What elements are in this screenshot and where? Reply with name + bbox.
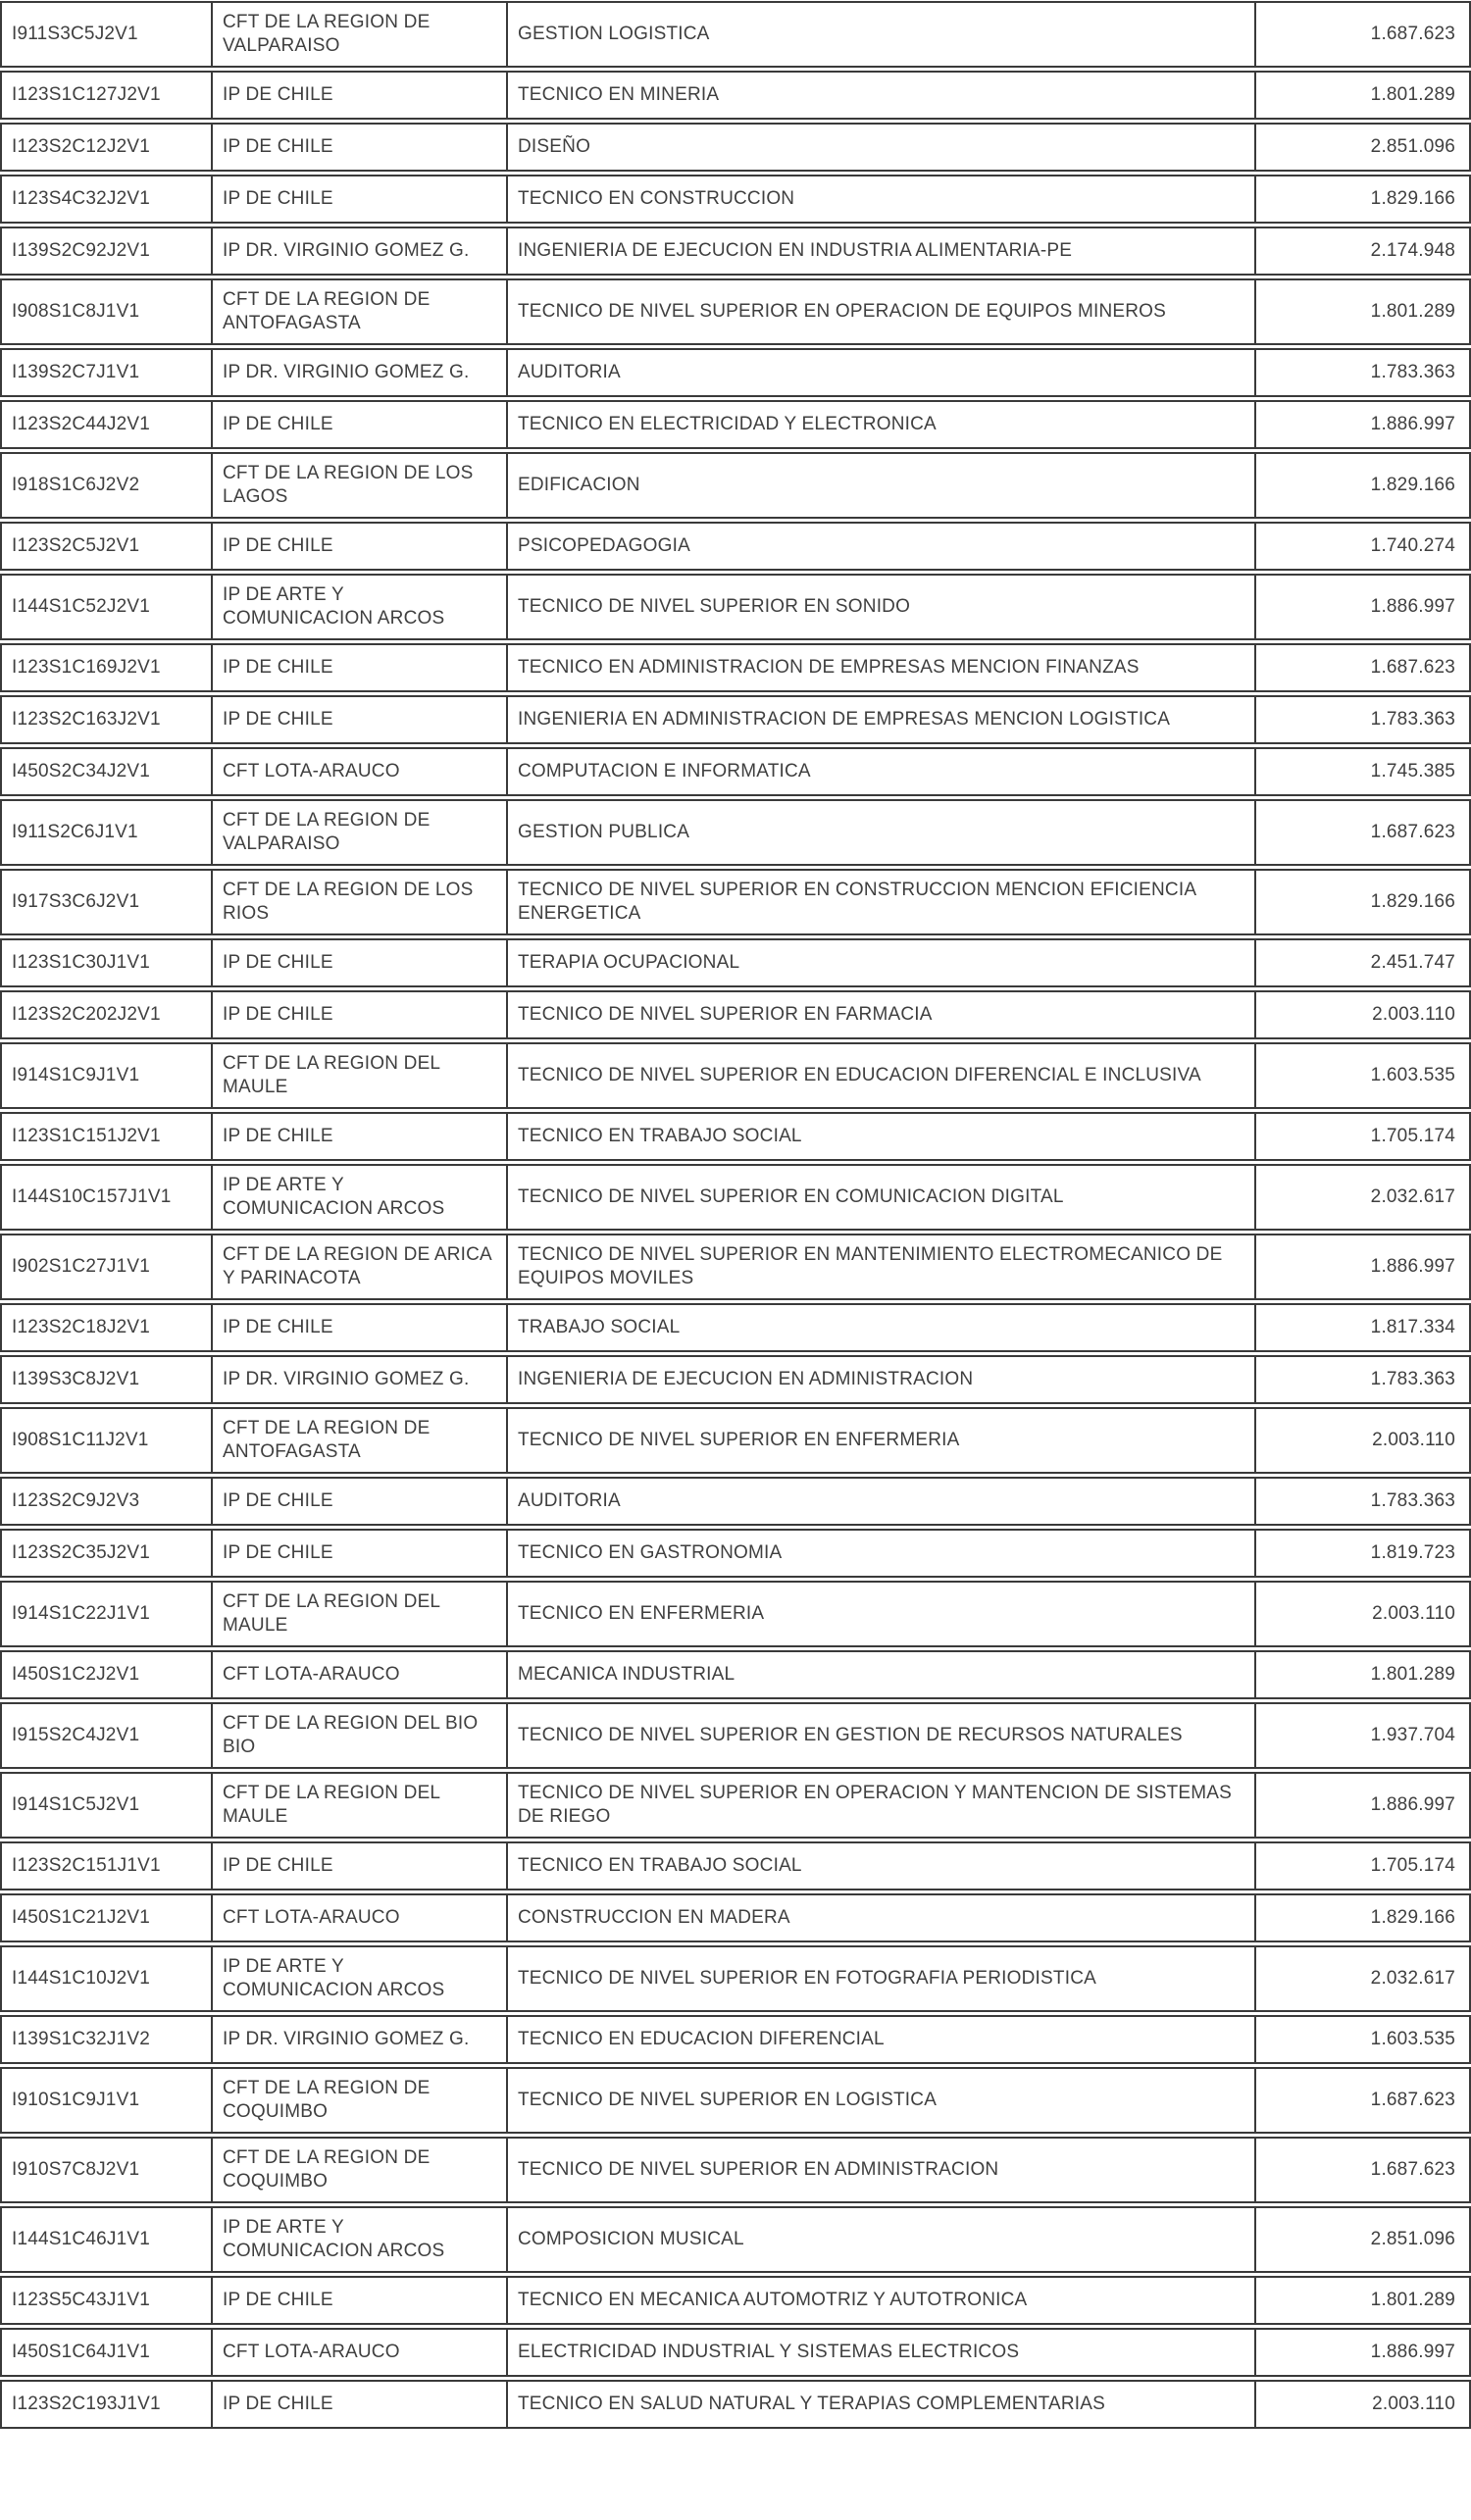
institution-cell: IP DR. VIRGINIO GOMEZ G. bbox=[211, 2017, 506, 2062]
program-cell: TRABAJO SOCIAL bbox=[506, 1305, 1254, 1350]
program-cell: TECNICO EN SALUD NATURAL Y TERAPIAS COMPLEMENTARIAS bbox=[506, 2382, 1254, 2427]
amount-cell: 1.687.623 bbox=[1254, 2069, 1469, 2132]
amount-cell: 2.174.948 bbox=[1254, 228, 1469, 274]
institution-cell: IP DR. VIRGINIO GOMEZ G. bbox=[211, 228, 506, 274]
program-cell: TECNICO DE NIVEL SUPERIOR EN FOTOGRAFIA PERIODISTICA bbox=[506, 1947, 1254, 2010]
institution-cell: IP DE CHILE bbox=[211, 176, 506, 222]
program-cell: TECNICO EN MINERIA bbox=[506, 73, 1254, 118]
table-row bbox=[0, 278, 1471, 345]
table-row bbox=[0, 1702, 1471, 1769]
institution-cell: IP DR. VIRGINIO GOMEZ G. bbox=[211, 350, 506, 395]
institution-cell: CFT DE LA REGION DEL MAULE bbox=[211, 1044, 506, 1107]
program-cell: TECNICO DE NIVEL SUPERIOR EN GESTION DE RECURSOS NATURALES bbox=[506, 1704, 1254, 1767]
institution-cell: CFT DE LA REGION DE ARICA Y PARINACOTA bbox=[211, 1235, 506, 1298]
code-cell: I123S2C18J2V1 bbox=[12, 1317, 150, 1337]
code-cell: I914S1C5J2V1 bbox=[12, 1794, 140, 1815]
institution-cell: IP DE CHILE bbox=[211, 1114, 506, 1159]
program-cell: INGENIERIA DE EJECUCION EN INDUSTRIA ALIMENTARIA-PE bbox=[506, 228, 1254, 274]
institution-cell: CFT LOTA-ARAUCO bbox=[211, 2330, 506, 2375]
amount-cell: 2.851.096 bbox=[1254, 2208, 1469, 2271]
program-cell: TECNICO EN ENFERMERIA bbox=[506, 1583, 1254, 1645]
code-cell: I908S1C11J2V1 bbox=[12, 1430, 149, 1450]
code-cell: I911S3C5J2V1 bbox=[12, 24, 138, 44]
institution-cell: IP DR. VIRGINIO GOMEZ G. bbox=[211, 1357, 506, 1402]
amount-cell: 1.829.166 bbox=[1254, 1895, 1469, 1940]
program-cell: TECNICO DE NIVEL SUPERIOR EN CONSTRUCCION MENCION EFICIENCIA ENERGETICA bbox=[506, 871, 1254, 933]
code-cell: I123S4C32J2V1 bbox=[12, 188, 150, 209]
program-cell: EDIFICACION bbox=[506, 454, 1254, 517]
amount-cell: 1.886.997 bbox=[1254, 1774, 1469, 1837]
amount-cell: 1.886.997 bbox=[1254, 1235, 1469, 1298]
code-cell: I450S2C34J2V1 bbox=[12, 761, 150, 781]
table-row bbox=[0, 938, 1471, 987]
institution-cell: CFT LOTA-ARAUCO bbox=[211, 749, 506, 794]
program-cell: ELECTRICIDAD INDUSTRIAL Y SISTEMAS ELECTRICOS bbox=[506, 2330, 1254, 2375]
institution-cell: IP DE CHILE bbox=[211, 402, 506, 447]
institution-cell: IP DE CHILE bbox=[211, 1531, 506, 1576]
institution-cell: CFT DE LA REGION DE ANTOFAGASTA bbox=[211, 280, 506, 343]
table-row bbox=[0, 2328, 1471, 2377]
code-cell: I911S2C6J1V1 bbox=[12, 822, 138, 842]
program-cell: TECNICO DE NIVEL SUPERIOR EN EDUCACION DIFERENCIAL E INCLUSIVA bbox=[506, 1044, 1254, 1107]
institution-cell: IP DE CHILE bbox=[211, 645, 506, 690]
table-row bbox=[0, 400, 1471, 449]
program-cell: TECNICO DE NIVEL SUPERIOR EN SONIDO bbox=[506, 576, 1254, 638]
code-cell: I123S2C193J1V1 bbox=[12, 2394, 161, 2414]
program-cell: AUDITORIA bbox=[506, 1479, 1254, 1524]
amount-cell: 1.937.704 bbox=[1254, 1704, 1469, 1767]
amount-cell: 1.886.997 bbox=[1254, 576, 1469, 638]
institution-cell: IP DE CHILE bbox=[211, 992, 506, 1037]
table-row bbox=[0, 1234, 1471, 1300]
code-cell: I123S2C151J1V1 bbox=[12, 1855, 161, 1876]
table-row bbox=[0, 123, 1471, 172]
institution-cell: CFT DE LA REGION DE COQUIMBO bbox=[211, 2139, 506, 2201]
table-row bbox=[0, 1772, 1471, 1839]
institution-cell: IP DE CHILE bbox=[211, 1479, 506, 1524]
code-cell: I123S2C9J2V3 bbox=[12, 1490, 140, 1511]
code-cell: I144S10C157J1V1 bbox=[12, 1186, 172, 1207]
amount-cell: 1.687.623 bbox=[1254, 2139, 1469, 2201]
amount-cell: 2.003.110 bbox=[1254, 1409, 1469, 1472]
table-row bbox=[0, 643, 1471, 692]
program-cell: AUDITORIA bbox=[506, 350, 1254, 395]
program-cell: TECNICO DE NIVEL SUPERIOR EN MANTENIMIENTO ELECTROMECANICO DE EQUIPOS MOVILES bbox=[506, 1235, 1254, 1298]
code-cell: I123S1C127J2V1 bbox=[12, 84, 161, 105]
institution-cell: IP DE ARTE Y COMUNICACION ARCOS bbox=[211, 2208, 506, 2271]
code-cell: I139S2C7J1V1 bbox=[12, 362, 140, 382]
amount-cell: 1.603.535 bbox=[1254, 1044, 1469, 1107]
program-cell: DISEÑO bbox=[506, 125, 1254, 170]
code-cell: I123S2C35J2V1 bbox=[12, 1542, 150, 1563]
table-row bbox=[0, 1529, 1471, 1578]
program-cell: COMPUTACION E INFORMATICA bbox=[506, 749, 1254, 794]
institution-cell: CFT LOTA-ARAUCO bbox=[211, 1652, 506, 1697]
amount-cell: 2.032.617 bbox=[1254, 1166, 1469, 1229]
table-row bbox=[0, 2276, 1471, 2325]
amount-cell: 1.829.166 bbox=[1254, 176, 1469, 222]
program-cell: TECNICO EN ADMINISTRACION DE EMPRESAS MENCION FINANZAS bbox=[506, 645, 1254, 690]
institution-cell: IP DE ARTE Y COMUNICACION ARCOS bbox=[211, 576, 506, 638]
program-cell: TERAPIA OCUPACIONAL bbox=[506, 940, 1254, 985]
amount-cell: 2.003.110 bbox=[1254, 1583, 1469, 1645]
table-row bbox=[0, 2206, 1471, 2273]
program-cell: PSICOPEDAGOGIA bbox=[506, 524, 1254, 569]
amount-cell: 1.687.623 bbox=[1254, 3, 1469, 66]
code-cell: I910S7C8J2V1 bbox=[12, 2159, 140, 2180]
program-cell: TECNICO EN EDUCACION DIFERENCIAL bbox=[506, 2017, 1254, 2062]
program-cell: TECNICO DE NIVEL SUPERIOR EN FARMACIA bbox=[506, 992, 1254, 1037]
institution-cell: IP DE CHILE bbox=[211, 2382, 506, 2427]
code-cell: I915S2C4J2V1 bbox=[12, 1725, 140, 1745]
institution-cell: IP DE CHILE bbox=[211, 940, 506, 985]
code-cell: I918S1C6J2V2 bbox=[12, 475, 140, 495]
amount-cell: 1.817.334 bbox=[1254, 1305, 1469, 1350]
program-cell: TECNICO EN ELECTRICIDAD Y ELECTRONICA bbox=[506, 402, 1254, 447]
table-row bbox=[0, 452, 1471, 519]
program-cell: TECNICO DE NIVEL SUPERIOR EN OPERACION DE EQUIPOS MINEROS bbox=[506, 280, 1254, 343]
amount-cell: 1.745.385 bbox=[1254, 749, 1469, 794]
code-cell: I450S1C21J2V1 bbox=[12, 1907, 150, 1928]
code-cell: I450S1C2J2V1 bbox=[12, 1664, 140, 1685]
amount-cell: 1.801.289 bbox=[1254, 2278, 1469, 2323]
amount-cell: 2.451.747 bbox=[1254, 940, 1469, 985]
programs-table bbox=[0, 1, 1471, 2429]
code-cell: I450S1C64J1V1 bbox=[12, 2342, 150, 2362]
table-row bbox=[0, 1303, 1471, 1352]
amount-cell: 2.003.110 bbox=[1254, 2382, 1469, 2427]
program-cell: TECNICO EN GASTRONOMIA bbox=[506, 1531, 1254, 1576]
code-cell: I123S5C43J1V1 bbox=[12, 2290, 150, 2310]
program-cell: INGENIERIA DE EJECUCION EN ADMINISTRACION bbox=[506, 1357, 1254, 1402]
code-cell: I123S1C169J2V1 bbox=[12, 657, 161, 678]
table-row bbox=[0, 1164, 1471, 1231]
amount-cell: 1.783.363 bbox=[1254, 1357, 1469, 1402]
table-row bbox=[0, 574, 1471, 640]
program-cell: TECNICO EN CONSTRUCCION bbox=[506, 176, 1254, 222]
table-row bbox=[0, 2015, 1471, 2064]
code-cell: I917S3C6J2V1 bbox=[12, 891, 140, 912]
program-cell: COMPOSICION MUSICAL bbox=[506, 2208, 1254, 2271]
amount-cell: 1.783.363 bbox=[1254, 697, 1469, 742]
program-cell: TECNICO DE NIVEL SUPERIOR EN COMUNICACION DIGITAL bbox=[506, 1166, 1254, 1229]
program-cell: MECANICA INDUSTRIAL bbox=[506, 1652, 1254, 1697]
institution-cell: CFT DE LA REGION DE LOS LAGOS bbox=[211, 454, 506, 517]
table-row bbox=[0, 747, 1471, 796]
program-cell: TECNICO EN TRABAJO SOCIAL bbox=[506, 1114, 1254, 1159]
amount-cell: 1.687.623 bbox=[1254, 801, 1469, 864]
code-cell: I139S3C8J2V1 bbox=[12, 1369, 140, 1389]
table-row bbox=[0, 695, 1471, 744]
table-row bbox=[0, 1945, 1471, 2012]
table-row bbox=[0, 1841, 1471, 1890]
table-row bbox=[0, 1407, 1471, 1474]
table-row bbox=[0, 2067, 1471, 2134]
amount-cell: 1.783.363 bbox=[1254, 350, 1469, 395]
institution-cell: IP DE ARTE Y COMUNICACION ARCOS bbox=[211, 1947, 506, 2010]
institution-cell: IP DE CHILE bbox=[211, 125, 506, 170]
table-row bbox=[0, 869, 1471, 935]
code-cell: I144S1C10J2V1 bbox=[12, 1968, 150, 1989]
table-row bbox=[0, 522, 1471, 571]
program-cell: TECNICO EN TRABAJO SOCIAL bbox=[506, 1843, 1254, 1889]
institution-cell: IP DE CHILE bbox=[211, 1843, 506, 1889]
table-row bbox=[0, 175, 1471, 224]
amount-cell: 1.886.997 bbox=[1254, 2330, 1469, 2375]
institution-cell: IP DE CHILE bbox=[211, 524, 506, 569]
table-row bbox=[0, 799, 1471, 866]
amount-cell: 1.687.623 bbox=[1254, 645, 1469, 690]
institution-cell: IP DE ARTE Y COMUNICACION ARCOS bbox=[211, 1166, 506, 1229]
amount-cell: 1.705.174 bbox=[1254, 1843, 1469, 1889]
table-row bbox=[0, 1042, 1471, 1109]
code-cell: I139S2C92J2V1 bbox=[12, 240, 150, 261]
code-cell: I123S2C202J2V1 bbox=[12, 1004, 161, 1025]
program-cell: TECNICO DE NIVEL SUPERIOR EN LOGISTICA bbox=[506, 2069, 1254, 2132]
amount-cell: 1.783.363 bbox=[1254, 1479, 1469, 1524]
amount-cell: 1.886.997 bbox=[1254, 402, 1469, 447]
institution-cell: CFT DE LA REGION DE LOS RIOS bbox=[211, 871, 506, 933]
program-cell: TECNICO DE NIVEL SUPERIOR EN ENFERMERIA bbox=[506, 1409, 1254, 1472]
amount-cell: 2.032.617 bbox=[1254, 1947, 1469, 2010]
amount-cell: 1.705.174 bbox=[1254, 1114, 1469, 1159]
program-cell: TECNICO DE NIVEL SUPERIOR EN OPERACION Y MANTENCION DE SISTEMAS DE RIEGO bbox=[506, 1774, 1254, 1837]
table-row bbox=[0, 1893, 1471, 1942]
amount-cell: 1.740.274 bbox=[1254, 524, 1469, 569]
table-row bbox=[0, 227, 1471, 276]
code-cell: I144S1C52J2V1 bbox=[12, 596, 150, 617]
program-cell: GESTION PUBLICA bbox=[506, 801, 1254, 864]
code-cell: I123S2C44J2V1 bbox=[12, 414, 150, 434]
table-row bbox=[0, 2380, 1471, 2429]
code-cell: I914S1C9J1V1 bbox=[12, 1065, 140, 1085]
code-cell: I123S2C12J2V1 bbox=[12, 136, 150, 157]
table-row bbox=[0, 71, 1471, 120]
institution-cell: IP DE CHILE bbox=[211, 73, 506, 118]
table-row bbox=[0, 990, 1471, 1039]
institution-cell: CFT DE LA REGION DE ANTOFAGASTA bbox=[211, 1409, 506, 1472]
institution-cell: CFT DE LA REGION DE COQUIMBO bbox=[211, 2069, 506, 2132]
amount-cell: 1.603.535 bbox=[1254, 2017, 1469, 2062]
code-cell: I914S1C22J1V1 bbox=[12, 1603, 150, 1624]
table-row bbox=[0, 1, 1471, 68]
amount-cell: 1.829.166 bbox=[1254, 454, 1469, 517]
table-row bbox=[0, 1355, 1471, 1404]
code-cell: I902S1C27J1V1 bbox=[12, 1256, 150, 1277]
code-cell: I910S1C9J1V1 bbox=[12, 2090, 140, 2110]
program-cell: GESTION LOGISTICA bbox=[506, 3, 1254, 66]
code-cell: I123S1C30J1V1 bbox=[12, 952, 150, 973]
amount-cell: 2.003.110 bbox=[1254, 992, 1469, 1037]
code-cell: I123S1C151J2V1 bbox=[12, 1126, 161, 1146]
program-cell: TECNICO EN MECANICA AUTOMOTRIZ Y AUTOTRONICA bbox=[506, 2278, 1254, 2323]
table-row bbox=[0, 1650, 1471, 1699]
code-cell: I139S1C32J1V2 bbox=[12, 2029, 150, 2049]
program-cell: TECNICO DE NIVEL SUPERIOR EN ADMINISTRACION bbox=[506, 2139, 1254, 2201]
amount-cell: 1.819.723 bbox=[1254, 1531, 1469, 1576]
program-cell: CONSTRUCCION EN MADERA bbox=[506, 1895, 1254, 1940]
institution-cell: IP DE CHILE bbox=[211, 697, 506, 742]
amount-cell: 1.829.166 bbox=[1254, 871, 1469, 933]
amount-cell: 2.851.096 bbox=[1254, 125, 1469, 170]
table-row bbox=[0, 1581, 1471, 1647]
program-cell: INGENIERIA EN ADMINISTRACION DE EMPRESAS MENCION LOGISTICA bbox=[506, 697, 1254, 742]
amount-cell: 1.801.289 bbox=[1254, 280, 1469, 343]
institution-cell: CFT LOTA-ARAUCO bbox=[211, 1895, 506, 1940]
code-cell: I908S1C8J1V1 bbox=[12, 301, 140, 322]
code-cell: I123S2C163J2V1 bbox=[12, 709, 161, 730]
institution-cell: CFT DE LA REGION DE VALPARAISO bbox=[211, 3, 506, 66]
institution-cell: IP DE CHILE bbox=[211, 1305, 506, 1350]
table-row bbox=[0, 348, 1471, 397]
institution-cell: CFT DE LA REGION DE VALPARAISO bbox=[211, 801, 506, 864]
amount-cell: 1.801.289 bbox=[1254, 1652, 1469, 1697]
table-row bbox=[0, 1112, 1471, 1161]
code-cell: I123S2C5J2V1 bbox=[12, 535, 140, 556]
institution-cell: CFT DE LA REGION DEL BIO BIO bbox=[211, 1704, 506, 1767]
institution-cell: CFT DE LA REGION DEL MAULE bbox=[211, 1774, 506, 1837]
institution-cell: CFT DE LA REGION DEL MAULE bbox=[211, 1583, 506, 1645]
amount-cell: 1.801.289 bbox=[1254, 73, 1469, 118]
table-row bbox=[0, 1477, 1471, 1526]
code-cell: I144S1C46J1V1 bbox=[12, 2229, 150, 2249]
institution-cell: IP DE CHILE bbox=[211, 2278, 506, 2323]
table-row bbox=[0, 2137, 1471, 2203]
